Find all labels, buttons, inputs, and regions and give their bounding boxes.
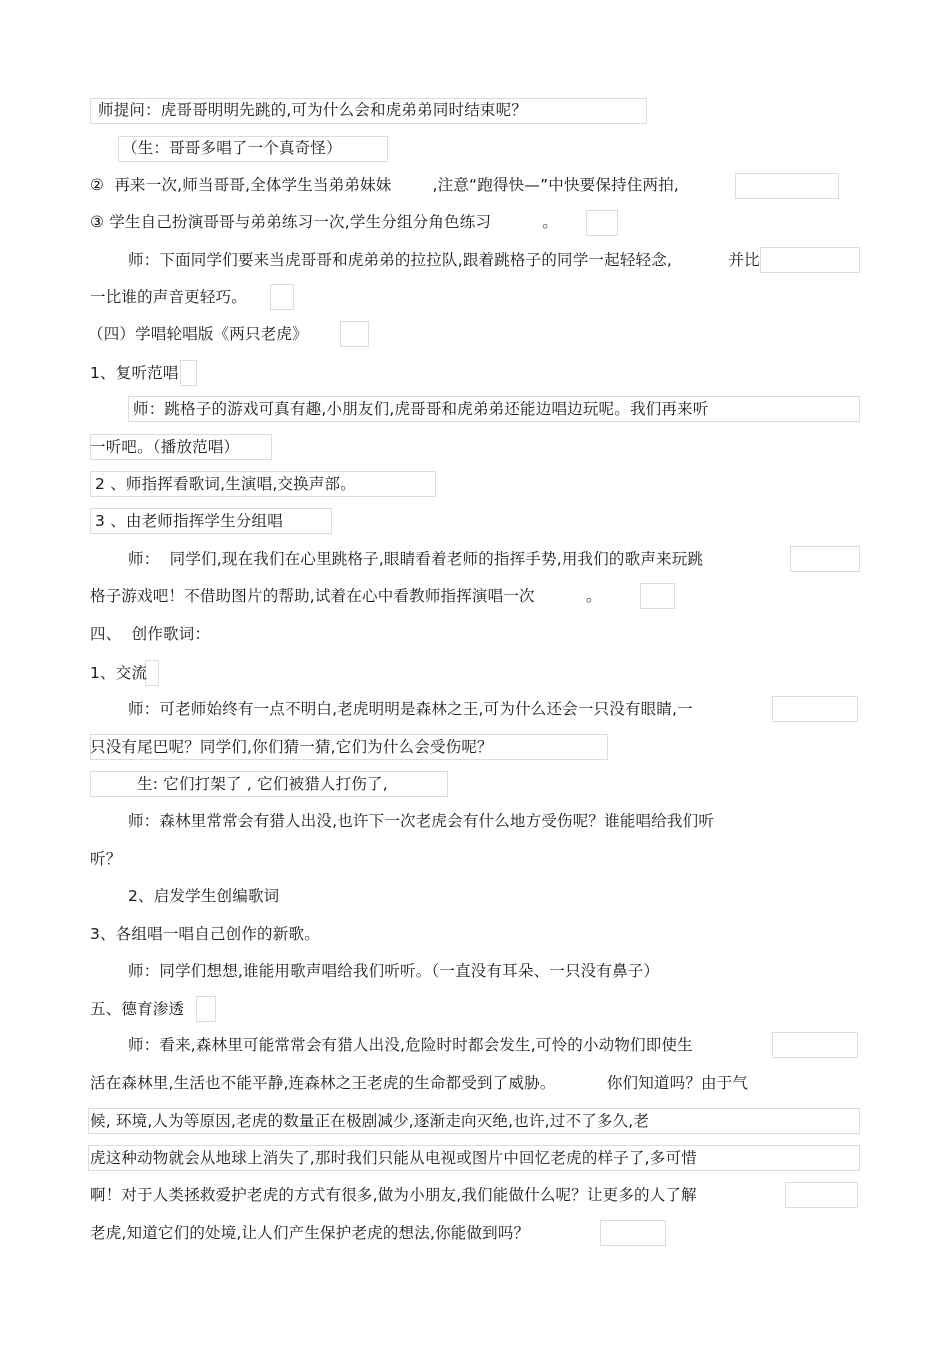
text-frame <box>600 1220 666 1246</box>
paragraph-line: 啊！对于人类拯救爱护老虎的方式有很多,做为小朋友,我们能做什么呢？让更多的人了解 <box>90 1186 697 1204</box>
text-frame <box>760 247 860 273</box>
paragraph-line: 师：同学们想想,谁能用歌声唱给我们听听。（一直没有耳朵、一只没有鼻子） <box>128 962 660 980</box>
text-frame <box>785 1182 858 1208</box>
paragraph-line: 生: 它们打架了 , 它们被猎人打伤了, <box>137 775 388 793</box>
subsection-heading: 3、各组唱一唱自己创作的新歌。 <box>90 925 320 943</box>
paragraph-line: 师：看来,森林里可能常常会有猎人出没,危险时时都会发生,可怜的小动物们即使生 <box>128 1036 693 1054</box>
text-frame <box>196 996 216 1022</box>
paragraph-line: 师提问：虎哥哥明明先跳的,可为什么会和虎弟弟同时结束呢？ <box>98 101 528 119</box>
paragraph-line: 虎这种动物就会从地球上消失了,那时我们只能从电视或图片中回忆老虎的样子了,多可惜 <box>90 1149 697 1167</box>
paragraph-line: 师：森林里常常会有猎人出没,也许下一次老虎会有什么地方受伤呢？谁能唱给我们听 <box>128 812 715 830</box>
text-frame <box>772 696 858 722</box>
section-heading: 四、 创作歌词： <box>90 625 211 643</box>
paragraph-line: 一比谁的声音更轻巧。 <box>90 288 248 306</box>
paragraph-line: 听？ <box>90 850 122 868</box>
text-frame <box>180 360 197 386</box>
paragraph-line: 一听吧。（播放范唱） <box>90 438 240 456</box>
paragraph-line: 老虎,知道它们的处境,让人们产生保护老虎的想法,你能做到吗？ <box>90 1224 530 1242</box>
subsection-heading: 1、复听范唱 <box>90 364 179 382</box>
text-frame <box>772 1032 858 1058</box>
text-frame <box>790 546 860 572</box>
text-frame <box>735 173 839 199</box>
paragraph-line: 师：可老师始终有一点不明白,老虎明明是森林之王,可为什么还会一只没有眼睛,一 <box>128 700 693 718</box>
section-heading: 五、德育渗透 <box>90 1000 185 1018</box>
paragraph-line: 活在森林里,生活也不能平静,连森林之王老虎的生命都受到了威胁。 你们知道吗？由于气 <box>90 1074 749 1092</box>
text-frame <box>586 210 618 236</box>
subsection-heading: 2 、师指挥看歌词,生演唱,交换声部。 <box>95 475 356 493</box>
paragraph-line: 候, 环境,人为等原因,老虎的数量正在极剧减少,逐渐走向灭绝,也许,过不了多久,老 <box>90 1112 650 1130</box>
subsection-heading: 1、交流 <box>90 664 148 682</box>
text-frame <box>270 284 294 310</box>
paragraph-line: 师：下面同学们要来当虎哥哥和虎弟弟的拉拉队,跟着跳格子的同学一起轻轻念, 并比 <box>128 251 760 269</box>
section-heading: （四）学唱轮唱版《两只老虎》 <box>88 325 308 343</box>
paragraph-line: 格子游戏吧！不借助图片的帮助,试着在心中看教师指挥演唱一次 。 <box>90 587 602 605</box>
text-frame <box>340 321 369 347</box>
paragraph-line: ③ 学生自己扮演哥哥与弟弟练习一次,学生分组分角色练习 。 <box>90 213 559 231</box>
paragraph-line: 师：跳格子的游戏可真有趣,小朋友们,虎哥哥和虎弟弟还能边唱边玩呢。我们再来听 <box>133 400 709 418</box>
paragraph-line: ② 再来一次,师当哥哥,全体学生当弟弟妹妹 ,注意“跑得快—”中快要保持住两拍, <box>90 176 680 194</box>
subsection-heading: 3 、由老师指挥学生分组唱 <box>95 512 283 530</box>
subsection-heading: 2、启发学生创编歌词 <box>128 887 280 905</box>
text-frame <box>640 583 675 609</box>
paragraph-line: 只没有尾巴呢？同学们,你们猜一猜,它们为什么会受伤呢？ <box>90 738 493 756</box>
paragraph-line: 师： 同学们,现在我们在心里跳格子,眼睛看着老师的指挥手势,用我们的歌声来玩跳 <box>128 550 704 568</box>
paragraph-line: （生：哥哥多唱了一个真奇怪） <box>122 139 342 157</box>
